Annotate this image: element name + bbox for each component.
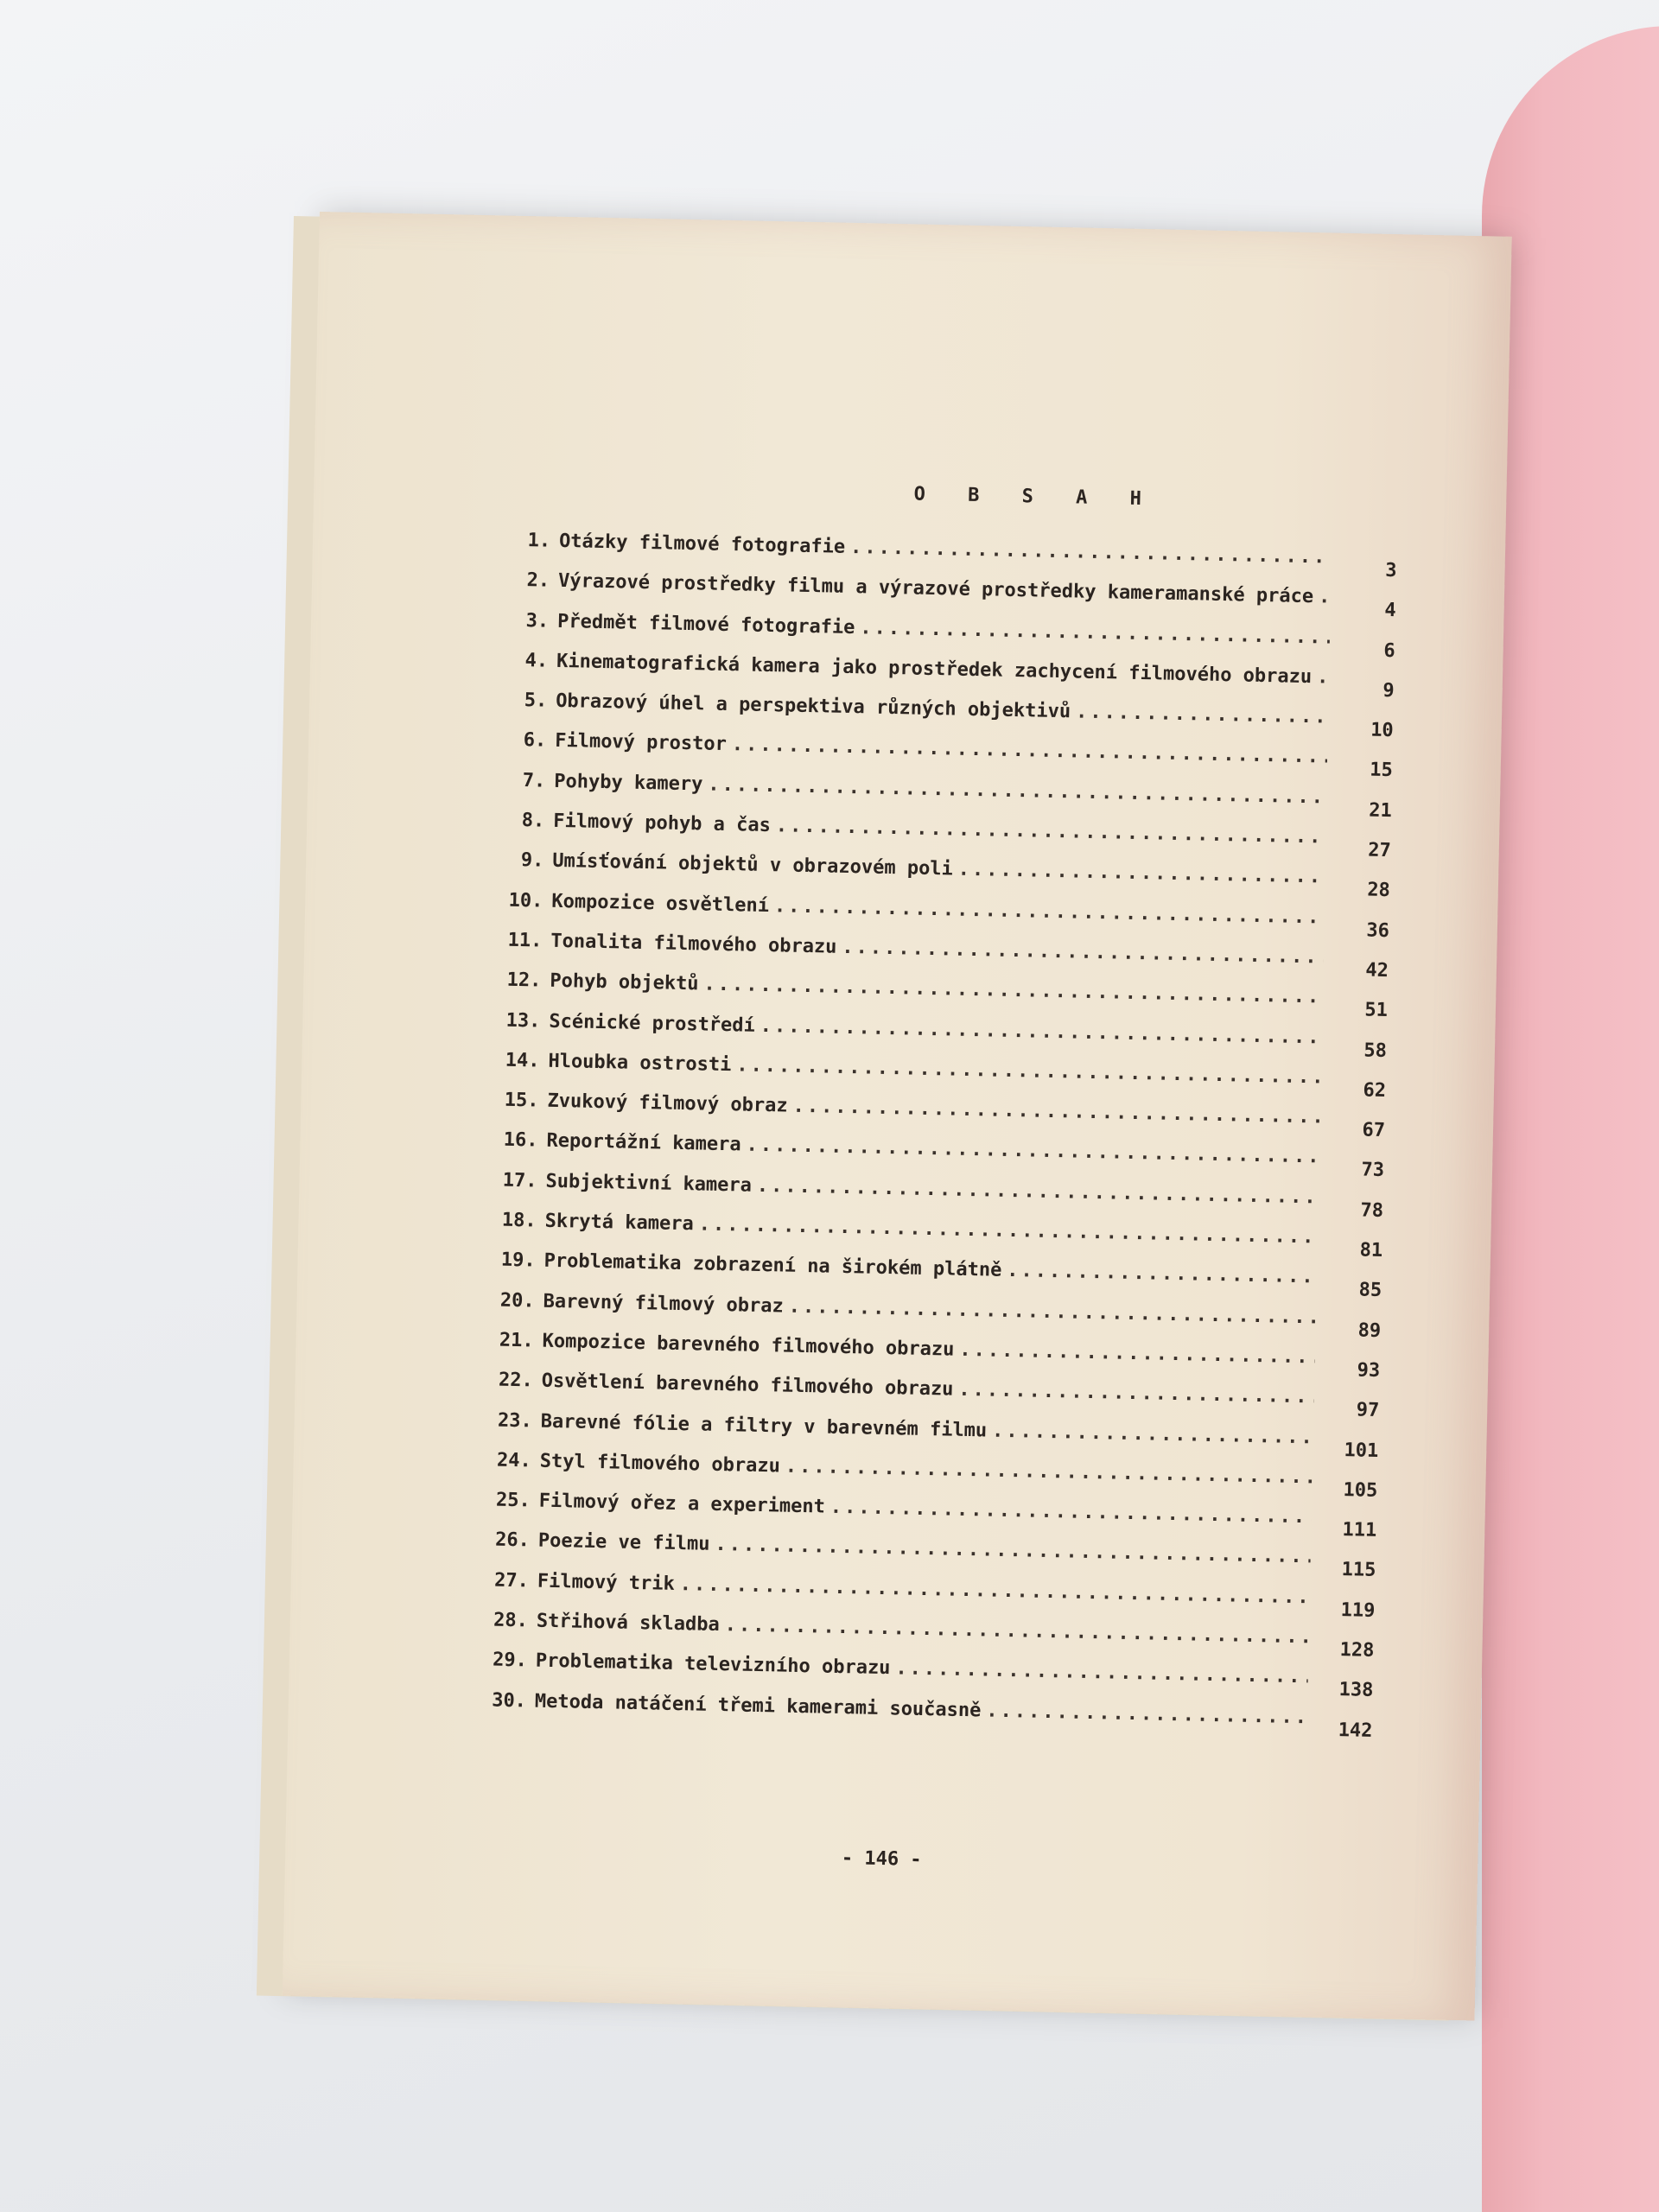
toc-entry-title: Výrazové prostředky filmu a výrazové prostředky kameramanské práce bbox=[557, 570, 1314, 608]
toc-entry-number: 21. bbox=[499, 1329, 534, 1352]
toc-entry-page: 89 bbox=[1357, 1319, 1382, 1342]
table-of-contents bbox=[474, 474, 1398, 1747]
toc-entry-number: 17. bbox=[502, 1169, 537, 1192]
toc-entry-number: 8. bbox=[521, 810, 545, 832]
toc-entry-number: 10. bbox=[508, 889, 543, 912]
toc-entry-title: Barevné fólie a filtry v barevném filmu bbox=[540, 1410, 988, 1442]
toc-entry-page: 101 bbox=[1344, 1439, 1379, 1462]
toc-entry-title: Pohyby kamery bbox=[553, 770, 703, 796]
toc-entry-number: 27. bbox=[493, 1569, 530, 1592]
toc-entry-title: Kinematografická kamera jako prostředek zachycení filmového obrazu bbox=[556, 650, 1313, 689]
toc-entry-page: 6 bbox=[1383, 639, 1395, 662]
toc-entry-title: Otázky filmové fotografie bbox=[558, 530, 846, 558]
toc-entry-title: Tonalita filmového obrazu bbox=[550, 930, 837, 958]
toc-entry-number: 18. bbox=[501, 1209, 537, 1232]
toc-entry-number: 15. bbox=[504, 1089, 539, 1112]
toc-entry-title: Metoda natáčení třemi kamerami současně bbox=[534, 1690, 982, 1722]
toc-entry-number: 5. bbox=[524, 690, 548, 712]
toc-entry-number: 20. bbox=[499, 1289, 535, 1313]
toc-entry-page: 3 bbox=[1385, 559, 1397, 582]
toc-entry-page: 115 bbox=[1341, 1559, 1376, 1582]
toc-entry-page: 81 bbox=[1359, 1239, 1383, 1262]
toc-entry-page: 73 bbox=[1361, 1159, 1385, 1182]
toc-entry-page: 97 bbox=[1356, 1399, 1380, 1422]
toc-entry-number: 11. bbox=[507, 929, 543, 952]
toc-entry-title: Filmový ořez a experiment bbox=[538, 1490, 826, 1518]
toc-entry-page: 36 bbox=[1366, 919, 1390, 942]
toc-entry-number: 7. bbox=[522, 769, 546, 792]
toc-entry-number: 24. bbox=[496, 1449, 532, 1472]
toc-entry-page: 119 bbox=[1340, 1599, 1376, 1622]
toc-entry-title: Poezie ve filmu bbox=[537, 1530, 710, 1556]
toc-entry-number: 16. bbox=[503, 1129, 538, 1152]
toc-dot-leader bbox=[1317, 666, 1329, 688]
toc-heading: O B S A H bbox=[913, 483, 1158, 511]
toc-entry-title: Barevný filmový obraz bbox=[543, 1290, 785, 1318]
toc-entry-title: Obrazový úhel a perspektiva různých objektivů bbox=[555, 690, 1071, 723]
toc-entry-page: 62 bbox=[1363, 1079, 1387, 1102]
toc-entry-page: 28 bbox=[1367, 879, 1391, 902]
toc-entry-number: 23. bbox=[497, 1409, 533, 1432]
toc-entry-title: Filmový prostor bbox=[554, 730, 728, 756]
toc-entry-number: 29. bbox=[492, 1649, 528, 1672]
toc-entry-page: 58 bbox=[1363, 1039, 1388, 1062]
toc-entry-number: 9. bbox=[520, 849, 544, 872]
toc-entry-title: Pohyb objektů bbox=[550, 970, 699, 995]
toc-entry-title: Reportážní kamera bbox=[546, 1130, 741, 1156]
toc-entry-title: Filmový trik bbox=[537, 1570, 676, 1595]
toc-entry-number: 3. bbox=[525, 609, 550, 632]
toc-entry-title: Subjektivní kamera bbox=[545, 1170, 753, 1197]
toc-entry-page: 128 bbox=[1339, 1639, 1375, 1662]
toc-entry-page: 15 bbox=[1369, 760, 1393, 782]
toc-entry-number: 19. bbox=[500, 1249, 536, 1272]
toc-entry-number: 4. bbox=[524, 649, 549, 672]
toc-entry-title: Hloubka ostrosti bbox=[548, 1050, 732, 1077]
toc-entry-title: Umísťování objektů v obrazovém poli bbox=[552, 850, 954, 880]
toc-entry-title: Filmový pohyb a čas bbox=[553, 810, 772, 837]
toc-entry-title: Kompozice barevného filmového obrazu bbox=[542, 1330, 955, 1361]
toc-entry-number: 13. bbox=[505, 1009, 541, 1033]
toc-entry-title: Problematika televizního obrazu bbox=[535, 1649, 891, 1680]
toc-entry-title: Osvětlení barevného filmového obrazu bbox=[541, 1370, 954, 1401]
toc-entry-number: 25. bbox=[495, 1489, 531, 1512]
toc-entry-number: 30. bbox=[491, 1689, 527, 1712]
toc-entry-number: 2. bbox=[526, 569, 550, 592]
toc-entry-title: Skrytá kamera bbox=[544, 1210, 695, 1236]
toc-entry-number: 6. bbox=[523, 729, 547, 753]
document-page bbox=[283, 212, 1512, 2020]
toc-entry-page: 67 bbox=[1362, 1119, 1386, 1142]
toc-entry-title: Styl filmového obrazu bbox=[539, 1450, 781, 1478]
toc-dot-leader bbox=[1319, 587, 1331, 608]
toc-entry-page: 142 bbox=[1338, 1719, 1373, 1742]
toc-entry-title: Scénické prostředí bbox=[549, 1010, 756, 1037]
toc-entry-page: 42 bbox=[1365, 959, 1389, 982]
toc-entry-number: 12. bbox=[506, 969, 542, 992]
toc-entry-title: Střihová skladba bbox=[536, 1610, 721, 1637]
toc-entry-page: 138 bbox=[1338, 1679, 1374, 1702]
toc-entry-page: 93 bbox=[1357, 1359, 1381, 1382]
toc-entry-title: Problematika zobrazení na širokém plátně bbox=[543, 1250, 1002, 1282]
toc-entry-page: 78 bbox=[1360, 1199, 1384, 1222]
toc-entry-number: 28. bbox=[493, 1609, 529, 1632]
toc-entry-title: Zvukový filmový obraz bbox=[547, 1090, 788, 1117]
toc-entry-page: 4 bbox=[1384, 600, 1396, 622]
page-number: - 146 - bbox=[841, 1847, 922, 1872]
toc-entry-number: 1. bbox=[527, 530, 551, 552]
toc-entry-number: 26. bbox=[494, 1529, 531, 1552]
toc-dot-leader bbox=[850, 537, 1332, 569]
toc-entry-number: 22. bbox=[498, 1369, 533, 1392]
toc-entry-page: 27 bbox=[1368, 839, 1392, 862]
toc-entry-page: 105 bbox=[1343, 1478, 1378, 1502]
toc-entry-title: Kompozice osvětlení bbox=[551, 890, 770, 917]
toc-list bbox=[474, 529, 1397, 1747]
toc-entry-page: 85 bbox=[1358, 1279, 1382, 1302]
toc-entry-page: 10 bbox=[1370, 719, 1394, 742]
toc-entry-page: 21 bbox=[1368, 799, 1393, 822]
toc-dot-leader bbox=[1076, 702, 1328, 728]
toc-entry-page: 51 bbox=[1364, 999, 1389, 1022]
toc-entry-page: 111 bbox=[1342, 1519, 1377, 1542]
toc-entry-title: Předmět filmové fotografie bbox=[556, 610, 855, 639]
toc-entry-page: 9 bbox=[1382, 679, 1395, 702]
toc-entry-number: 14. bbox=[505, 1049, 540, 1072]
